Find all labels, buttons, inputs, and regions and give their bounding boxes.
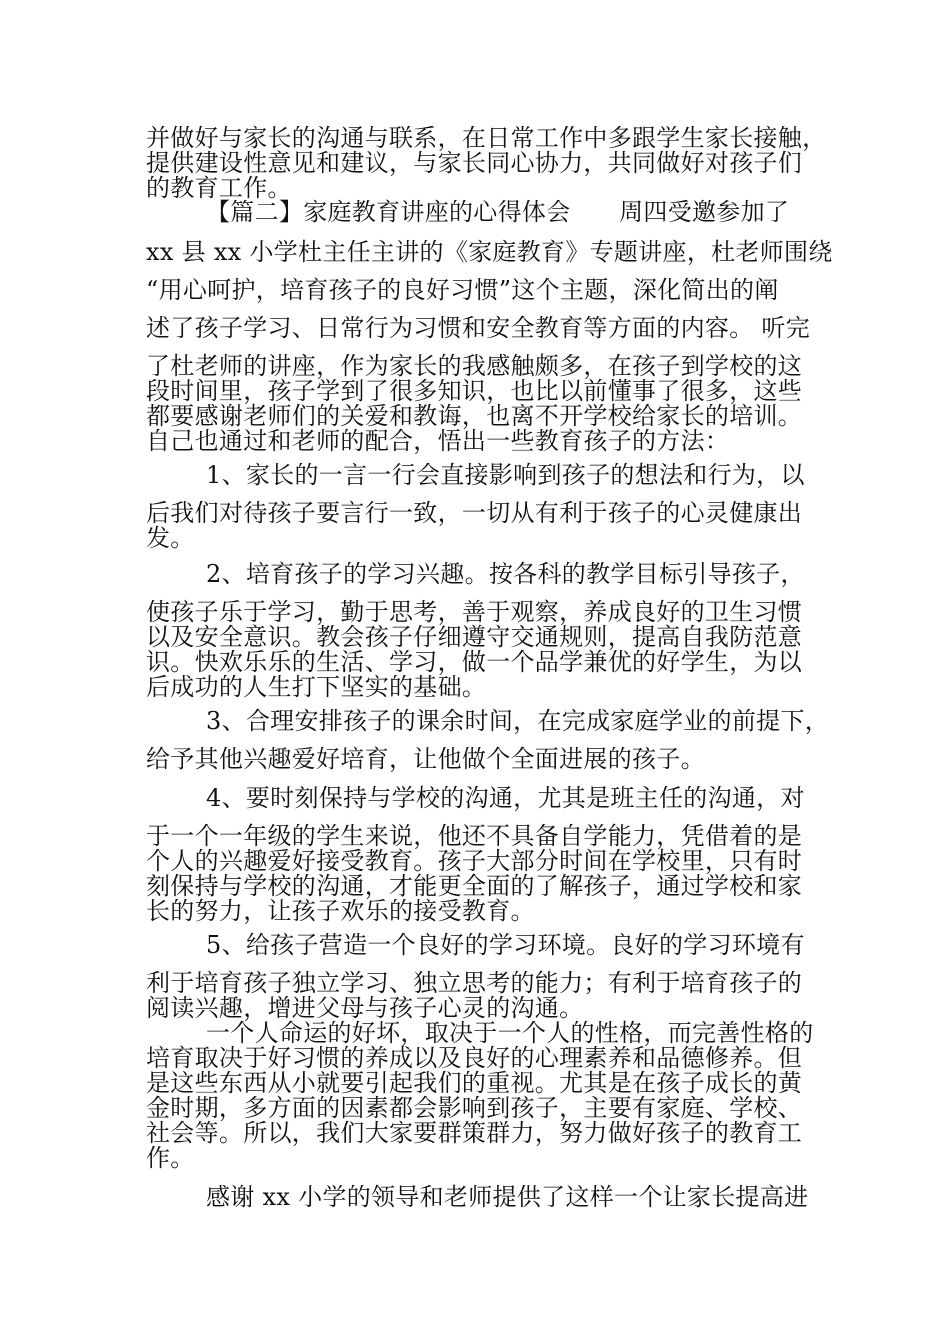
text-line: 并做好与家长的沟通与联系，在日常工作中多跟学生家长接触， <box>146 124 827 152</box>
text-line: 后我们对待孩子要言行一致，一切从有利于孩子的心灵健康出 <box>146 499 803 527</box>
text-line: 给予其他兴趣爱好培育，让他做个全面进展的孩子。 <box>146 745 705 773</box>
text-line: 后成功的人生打下坚实的基础。 <box>146 673 487 701</box>
text-line: 3、合理安排孩子的课余时间，在完成家庭学业的前提下， <box>206 707 830 735</box>
text-line: 发。 <box>146 524 195 552</box>
text-line: 4、要时刻保持与学校的沟通，尤其是班主任的沟通，对 <box>206 784 805 812</box>
text-line: 述了孩子学习、日常行为习惯和安全教育等方面的内容。 听完 <box>146 314 811 342</box>
text-line: 自己也通过和老师的配合，悟出一些教育孩子的方法： <box>146 427 730 455</box>
text-line: 是这些东西从小就要引起我们的重视。尤其是在孩子成长的黄 <box>146 1069 803 1097</box>
text-line: 一个人命运的好坏，取决于一个人的性格，而完善性格的 <box>206 1019 814 1047</box>
text-line: 刻保持与学校的沟通，才能更全面的了解孩子，通过学校和家 <box>146 872 803 900</box>
text-line: 作。 <box>146 1144 195 1172</box>
text-line: 社会等。所以，我们大家要群策群力，努力做好孩子的教育工 <box>146 1119 803 1147</box>
text-line: 使孩子乐于学习，勤于思考，善于观察，养成良好的卫生习惯 <box>146 598 803 626</box>
text-line: 2、培育孩子的学习兴趣。按各科的教学目标引导孩子， <box>206 560 805 588</box>
text-line: 1、家长的一言一行会直接影响到孩子的想法和行为，以 <box>206 461 805 489</box>
text-line: 识。快欢乐乐的生活、学习，做一个品学兼优的好学生，为以 <box>146 648 803 676</box>
text-line: 的教育工作。 <box>146 174 292 202</box>
text-line: 个人的兴趣爱好接受教育。孩子大部分时间在学校里，只有时 <box>146 847 803 875</box>
text-line: 提供建设性意见和建议，与家长同心协力，共同做好对孩子们 <box>146 149 803 177</box>
text-line: xx 县 xx 小学杜主任主讲的《家庭教育》专题讲座，杜老师围绕 <box>146 238 833 266</box>
text-line: 感谢 xx 小学的领导和老师提供了这样一个让家长提高进 <box>206 1183 809 1211</box>
text-line: 长的努力，让孩子欢乐的接受教育。 <box>146 897 535 925</box>
text-line: 了杜老师的讲座，作为家长的我感触颇多，在孩子到学校的这 <box>146 352 803 380</box>
text-line: 以及安全意识。教会孩子仔细遵守交通规则，提高自我防范意 <box>146 623 803 651</box>
text-line: 段时间里，孩子学到了很多知识，也比以前懂事了很多，这些 <box>146 377 803 405</box>
text-line: 5、给孩子营造一个良好的学习环境。良好的学习环境有 <box>206 931 805 959</box>
text-line: 培育取决于好习惯的养成以及良好的心理素养和品德修养。但 <box>146 1044 803 1072</box>
text-line: 金时期，多方面的因素都会影响到孩子，主要有家庭、学校、 <box>146 1094 803 1122</box>
text-line: 阅读兴趣，增进父母与孩子心灵的沟通。 <box>146 994 584 1022</box>
section-heading-line: 【篇二】家庭教育讲座的心得体会 周四受邀参加了 <box>206 198 790 226</box>
text-line: “用心呵护，培育孩子的良好习惯”这个主题，深化简出的阐 <box>146 276 779 304</box>
text-line: 利于培育孩子独立学习、独立思考的能力；有利于培育孩子的 <box>146 969 803 997</box>
text-line: 于一个一年级的学生来说，他还不具备自学能力，凭借着的是 <box>146 822 803 850</box>
text-line: 都要感谢老师们的关爱和教诲，也离不开学校给家长的培训。 <box>146 402 803 430</box>
